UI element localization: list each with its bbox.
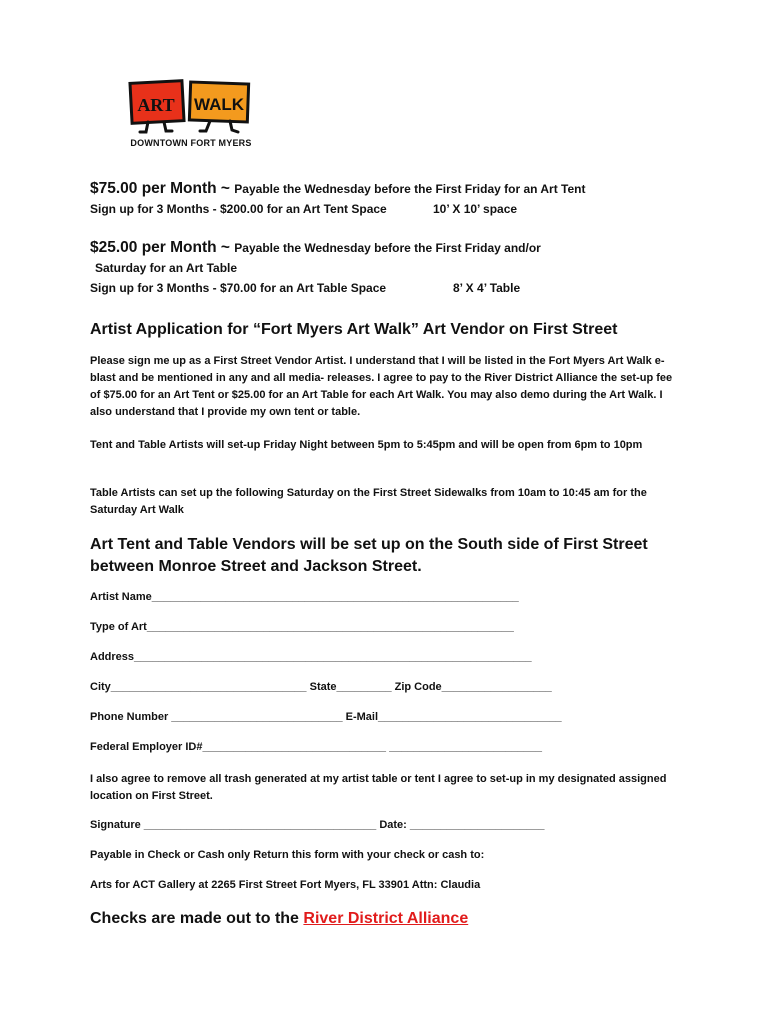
table-signup: Sign up for 3 Months - $70.00 for an Art Table Space <box>90 281 387 295</box>
trash-agreement: I also agree to remove all trash generated at my artist table or tent I agree to set-up in my designated assigned location on First Street. <box>90 773 667 802</box>
location-title: Art Tent and Table Vendors will be set up on the South side of First Street between Monroe Street and Jackson Street. <box>90 536 648 575</box>
table-note: Payable the Wednesday before the First Friday and/or <box>234 241 541 255</box>
application-paragraph-1: Please sign me up as a First Street Vendor Artist. I understand that I will be listed in the Fort Myers Art Walk e-blast and be mentioned in any and all media- releases. I agree to pay to the River District Alliance the set-up fee of $75.00 for an Art Tent or $25.00 for an Art Table for each Art Walk. You may also demo during the Art Walk. I also understand that I provide my own tent or table. <box>90 355 673 418</box>
payment-instructions: Payable in Check or Cash only Return this form with your check or cash to: <box>90 849 485 861</box>
mailing-address: Arts for ACT Gallery at 2265 First Street Fort Myers, FL 33901 Attn: Claudia <box>90 879 481 891</box>
type-of-art-field[interactable]: Type of Art____________________________________________________________ <box>90 621 514 633</box>
tent-signup-line <box>90 202 730 216</box>
address-field[interactable]: Address_________________________________________________________________ <box>90 651 532 663</box>
federal-employer-id-field[interactable]: Federal Employer ID#______________________________ _________________________ <box>90 741 543 753</box>
checks-payable-line <box>90 910 468 928</box>
table-size: 8’ X 4’ Table <box>453 281 521 295</box>
payee-name: River District Alliance <box>303 910 469 927</box>
city-state-zip-field[interactable]: City________________________________ State_________ Zip Code__________________ <box>90 681 552 693</box>
tent-size: 10’ X 10’ space <box>433 202 518 216</box>
phone-email-field[interactable]: Phone Number ____________________________ E-Mail______________________________ <box>90 711 562 723</box>
table-signup-line <box>90 281 730 295</box>
logo-caption: DOWNTOWN FORT MYERS <box>130 138 252 148</box>
logo-word-art: ART <box>137 95 175 115</box>
table-note-2: Saturday for an Art Table <box>95 261 238 275</box>
tent-signup: Sign up for 3 Months - $200.00 for an Art Tent Space <box>90 202 387 216</box>
application-paragraph-2: Tent and Table Artists will set-up Friday Night between 5pm to 5:45pm and will be open from 6pm to 10pm <box>90 439 643 451</box>
tent-price-line <box>90 180 585 198</box>
tent-note: Payable the Wednesday before the First Friday for an Art Tent <box>234 182 586 196</box>
artist-name-field[interactable]: Artist Name____________________________________________________________ <box>90 591 519 603</box>
application-title: Artist Application for “Fort Myers Art Walk” Art Vendor on First Street <box>90 321 618 338</box>
tent-price: $75.00 per Month ~ <box>90 180 230 197</box>
logo-word-walk: WALK <box>193 95 245 114</box>
checks-prefix: Checks are made out to the <box>90 910 299 927</box>
table-price-line <box>90 239 541 257</box>
table-price: $25.00 per Month ~ <box>90 239 230 256</box>
signature-date-field[interactable]: Signature ______________________________________ Date: ______________________ <box>90 819 545 831</box>
application-paragraph-3: Table Artists can set up the following Saturday on the First Street Sidewalks from 10am to 10:45 am for the Saturday Art Walk <box>90 487 647 516</box>
